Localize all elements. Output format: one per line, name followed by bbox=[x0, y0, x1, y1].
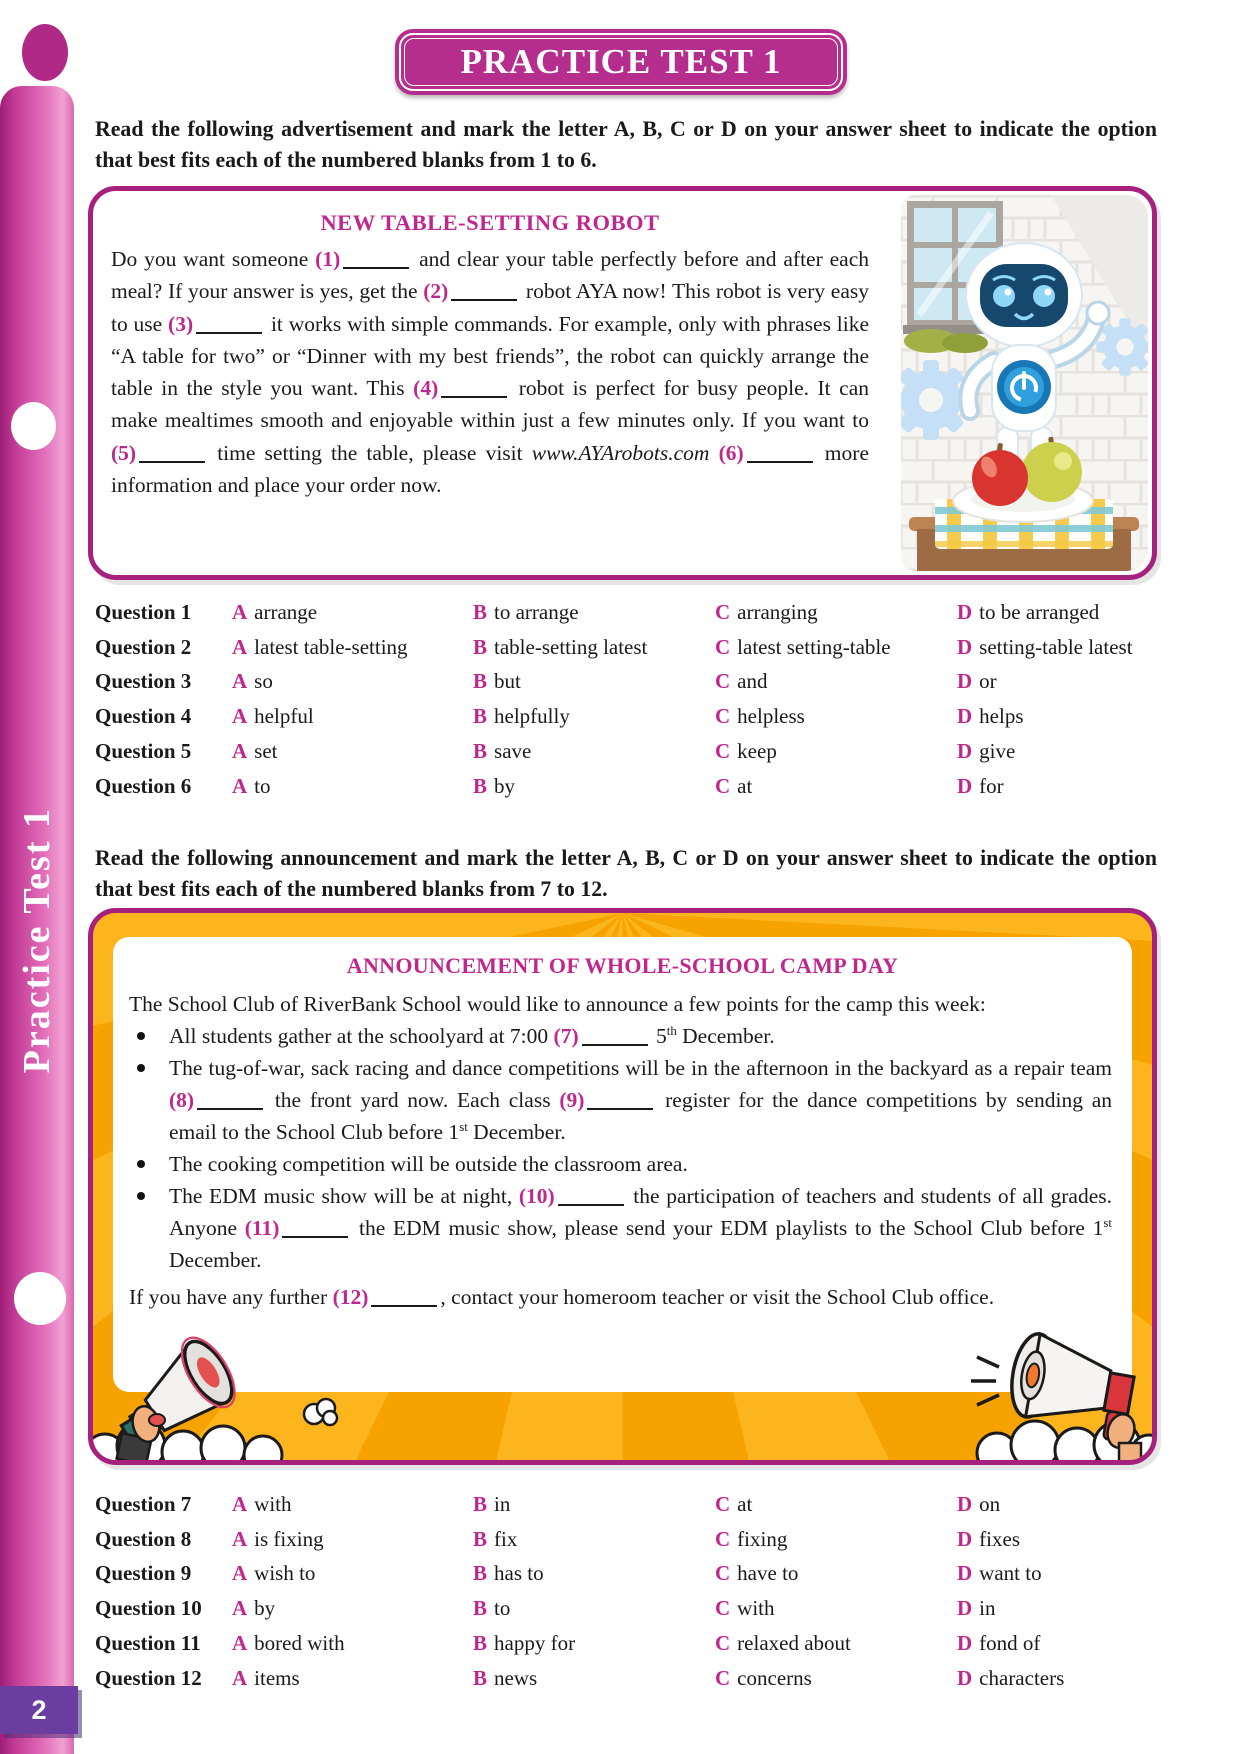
blank-number: (8) bbox=[169, 1088, 195, 1112]
option-letter: D bbox=[957, 1526, 973, 1551]
blank-number: (9) bbox=[559, 1088, 585, 1112]
option-a: A arrange bbox=[232, 600, 318, 624]
fill-in-blank bbox=[587, 1106, 653, 1110]
option-c: C fixing bbox=[715, 1526, 788, 1551]
header-banner bbox=[395, 29, 847, 95]
advertisement-box bbox=[88, 186, 1157, 580]
option-c: C helpless bbox=[715, 704, 805, 729]
option-c: C arranging bbox=[715, 600, 818, 624]
option-letter: C bbox=[715, 634, 731, 659]
page-title: PRACTICE TEST 1 bbox=[460, 42, 782, 81]
option-b: B helpfully bbox=[473, 704, 570, 729]
option-letter: D bbox=[957, 1596, 973, 1621]
bullet-dot-icon bbox=[137, 1192, 145, 1200]
option-c: C at bbox=[715, 1492, 753, 1516]
question-label: Question 5 bbox=[95, 738, 192, 763]
announcement-box bbox=[88, 908, 1157, 1465]
sidebar-label-wrap bbox=[0, 730, 74, 1150]
fill-in-blank bbox=[343, 265, 409, 269]
url-text: www.AYArobots.com bbox=[531, 440, 710, 465]
instructions-2: Read the following announcement and mark the letter A, B, C or D on your answer sheet to indicate the option that best fits each of the numbered blanks from 7 to 12. bbox=[95, 846, 1157, 901]
bullet-item bbox=[129, 1148, 1112, 1180]
blank-number: (5) bbox=[111, 440, 137, 465]
option-b: B by bbox=[473, 773, 516, 798]
sidebar-hole-bottom bbox=[14, 1272, 66, 1325]
option-a: A so bbox=[232, 669, 273, 694]
option-a: A items bbox=[232, 1665, 300, 1690]
option-letter: B bbox=[473, 773, 488, 798]
option-letter: A bbox=[232, 773, 248, 798]
option-letter: D bbox=[957, 634, 973, 659]
question-row bbox=[95, 1487, 1157, 1522]
fill-in-blank bbox=[747, 459, 813, 463]
option-letter: B bbox=[473, 1561, 488, 1586]
bullet-text: The tug-of-war, sack racing and dance competitions will be in the afternoon in the backyard as a repair team (8) the front yard now. Each class (9) register for the dance competitions by sending an email to the School Club before 1st December. bbox=[169, 1056, 1113, 1144]
question-row bbox=[95, 1626, 1157, 1661]
fill-in-blank bbox=[197, 1106, 263, 1110]
option-a: A by bbox=[232, 1596, 276, 1621]
option-c: C with bbox=[715, 1596, 775, 1621]
question-label: Question 10 bbox=[95, 1596, 202, 1621]
megaphone-left-icon bbox=[91, 1324, 301, 1464]
blank-number: (4) bbox=[413, 376, 439, 401]
sound-lines bbox=[971, 1357, 999, 1405]
option-letter: B bbox=[473, 600, 488, 624]
option-c: C have to bbox=[715, 1561, 799, 1586]
option-c: C latest setting-table bbox=[715, 634, 891, 659]
option-b: B table-setting latest bbox=[473, 634, 648, 659]
blank-number: (12) bbox=[332, 1285, 369, 1309]
option-letter: A bbox=[232, 1630, 248, 1655]
option-d: D in bbox=[957, 1596, 996, 1621]
fill-in-blank bbox=[139, 459, 205, 463]
bullet-text: All students gather at the schoolyard at 7:00 (7) 5th December. bbox=[169, 1023, 775, 1048]
option-letter: C bbox=[715, 704, 731, 729]
question-label: Question 6 bbox=[95, 773, 192, 798]
cloud-puff-icon bbox=[298, 1392, 342, 1428]
option-b: B fix bbox=[473, 1526, 518, 1551]
option-b: B in bbox=[473, 1492, 511, 1516]
fill-in-blank bbox=[196, 330, 262, 334]
question-row bbox=[95, 664, 1157, 699]
blank-number: (1) bbox=[315, 247, 341, 271]
page-number: 2 bbox=[0, 1686, 78, 1734]
advertisement-title: NEW TABLE-SETTING ROBOT bbox=[320, 210, 660, 235]
option-letter: A bbox=[232, 1526, 248, 1551]
bullet-item bbox=[129, 1020, 1112, 1052]
option-letter: C bbox=[715, 773, 731, 798]
option-letter: D bbox=[957, 704, 973, 729]
option-letter: A bbox=[232, 1561, 248, 1586]
option-letter: A bbox=[232, 634, 248, 659]
option-letter: C bbox=[715, 738, 731, 763]
option-letter: D bbox=[957, 773, 973, 798]
option-letter: C bbox=[715, 1665, 731, 1690]
option-d: D for bbox=[957, 773, 1004, 798]
option-c: C and bbox=[715, 669, 768, 694]
announcement-body bbox=[129, 988, 1112, 1313]
bullet-text: The EDM music show will be at night, (10) the participation of teachers and students of all grades. Anyone (11) the EDM music show, please send your EDM playlists to the School Club before 1st December. bbox=[169, 1184, 1113, 1272]
question-label: Question 8 bbox=[95, 1526, 192, 1551]
blank-number: (11) bbox=[244, 1216, 280, 1240]
blank-number: (3) bbox=[168, 311, 194, 336]
megaphone-right-icon bbox=[969, 1319, 1154, 1464]
option-letter: C bbox=[715, 600, 731, 624]
option-letter: D bbox=[957, 1492, 973, 1516]
option-b: B but bbox=[473, 669, 521, 694]
option-c: C relaxed about bbox=[715, 1630, 851, 1655]
option-d: D to be arranged bbox=[957, 600, 1100, 624]
option-d: D on bbox=[957, 1492, 1001, 1516]
option-letter: A bbox=[232, 1492, 248, 1516]
question-label: Question 3 bbox=[95, 669, 192, 694]
option-b: B news bbox=[473, 1665, 538, 1690]
announcement-bullets bbox=[129, 1020, 1112, 1276]
option-a: A to bbox=[232, 773, 271, 798]
option-d: D setting-table latest bbox=[957, 634, 1133, 659]
option-letter: B bbox=[473, 1526, 488, 1551]
announcement-outro: If you have any further (12) , contact your homeroom teacher or visit the School Club office. bbox=[129, 1285, 995, 1309]
option-d: D or bbox=[957, 669, 997, 694]
option-letter: D bbox=[957, 1561, 973, 1586]
bullet-dot-icon bbox=[137, 1064, 145, 1072]
option-b: B save bbox=[473, 738, 532, 763]
question-row bbox=[95, 1522, 1157, 1557]
option-letter: A bbox=[232, 738, 248, 763]
question-row bbox=[95, 630, 1157, 665]
option-letter: C bbox=[715, 669, 731, 694]
option-letter: C bbox=[715, 1630, 731, 1655]
blank-number: (7) bbox=[553, 1024, 579, 1048]
bullet-text: The cooking competition will be outside the classroom area. bbox=[169, 1152, 688, 1176]
option-a: A helpful bbox=[232, 704, 314, 729]
option-d: D fond of bbox=[957, 1630, 1041, 1655]
option-letter: C bbox=[715, 1561, 731, 1586]
option-d: D give bbox=[957, 738, 1016, 763]
bullet-item bbox=[129, 1052, 1112, 1148]
robot-illustration-svg bbox=[901, 195, 1148, 571]
question-row bbox=[95, 1591, 1157, 1626]
option-letter: A bbox=[232, 704, 248, 729]
option-letter: A bbox=[232, 1665, 248, 1690]
option-a: A set bbox=[232, 738, 278, 763]
question-label: Question 12 bbox=[95, 1665, 202, 1690]
questions-1-6 bbox=[95, 595, 1157, 803]
option-d: D characters bbox=[957, 1665, 1065, 1690]
option-letter: D bbox=[957, 669, 973, 694]
option-letter: A bbox=[232, 600, 248, 624]
option-letter: B bbox=[473, 704, 488, 729]
questions-7-12 bbox=[95, 1487, 1157, 1695]
question-row bbox=[95, 1661, 1157, 1696]
option-d: D helps bbox=[957, 704, 1024, 729]
option-a: A is fixing bbox=[232, 1526, 324, 1551]
option-letter: C bbox=[715, 1526, 731, 1551]
option-b: B happy for bbox=[473, 1630, 576, 1655]
question-label: Question 9 bbox=[95, 1561, 192, 1586]
option-letter: A bbox=[232, 1596, 248, 1621]
question-label: Question 2 bbox=[95, 634, 192, 659]
option-letter: D bbox=[957, 738, 973, 763]
sidebar-hole-top bbox=[11, 402, 56, 450]
question-row bbox=[95, 595, 1157, 630]
option-letter: D bbox=[957, 1630, 973, 1655]
option-b: B to bbox=[473, 1596, 511, 1621]
question-row bbox=[95, 734, 1157, 769]
option-c: C keep bbox=[715, 738, 777, 763]
option-letter: B bbox=[473, 1665, 488, 1690]
announcement-intro: The School Club of RiverBank School would like to announce a few points for the camp this week: bbox=[129, 992, 986, 1016]
fill-in-blank bbox=[558, 1202, 624, 1206]
option-a: A bored with bbox=[232, 1630, 345, 1655]
bullet-item bbox=[129, 1180, 1112, 1276]
question-label: Question 1 bbox=[95, 600, 192, 624]
blank-number: (2) bbox=[423, 279, 449, 304]
question-row bbox=[95, 769, 1157, 804]
fill-in-blank bbox=[451, 297, 517, 301]
fill-in-blank bbox=[282, 1234, 348, 1238]
option-c: C at bbox=[715, 773, 753, 798]
announcement-title: ANNOUNCEMENT OF WHOLE-SCHOOL CAMP DAY bbox=[346, 953, 899, 978]
option-a: A wish to bbox=[232, 1561, 316, 1586]
question-label: Question 7 bbox=[95, 1492, 192, 1516]
option-letter: B bbox=[473, 738, 488, 763]
fill-in-blank bbox=[371, 1303, 437, 1307]
option-a: A latest table-setting bbox=[232, 634, 408, 659]
robot-illustration bbox=[901, 195, 1148, 571]
option-letter: B bbox=[473, 669, 488, 694]
question-row bbox=[95, 1556, 1157, 1591]
option-letter: D bbox=[957, 1665, 973, 1690]
bullet-dot-icon bbox=[137, 1032, 145, 1040]
sidebar-dot bbox=[22, 24, 68, 81]
option-b: B to arrange bbox=[473, 600, 579, 624]
option-letter: B bbox=[473, 1630, 488, 1655]
instructions-1: Read the following advertisement and mark the letter A, B, C or D on your answer sheet to indicate the option that best fits each of the numbered blanks from 1 to 6. bbox=[95, 117, 1157, 172]
option-c: C concerns bbox=[715, 1665, 812, 1690]
question-row bbox=[95, 699, 1157, 734]
fill-in-blank bbox=[441, 394, 507, 398]
option-letter: C bbox=[715, 1596, 731, 1621]
blank-number: (10) bbox=[518, 1184, 555, 1208]
fill-in-blank bbox=[582, 1042, 648, 1046]
option-letter: B bbox=[473, 1596, 488, 1621]
option-b: B has to bbox=[473, 1561, 544, 1586]
option-d: D fixes bbox=[957, 1526, 1020, 1551]
bullet-dot-icon bbox=[137, 1160, 145, 1168]
sidebar-label: Practice Test 1 bbox=[16, 806, 58, 1074]
question-label: Question 4 bbox=[95, 704, 192, 729]
option-letter: B bbox=[473, 634, 488, 659]
option-d: D want to bbox=[957, 1561, 1042, 1586]
header-border-inner bbox=[404, 38, 838, 86]
option-letter: D bbox=[957, 600, 973, 624]
option-letter: A bbox=[232, 669, 248, 694]
blank-number: (6) bbox=[718, 440, 744, 465]
option-letter: B bbox=[473, 1492, 488, 1516]
option-letter: C bbox=[715, 1492, 731, 1516]
advertisement-body: Do you want someone (1) and clear your table perfectly before and after each meal? If your answer is yes, get the (2) robot AYA now! This robot is very easy to use (3) it works with simple commands. For example, only with phrases like “A table for two” or “Dinner with my best friends”, the robot can quickly arrange the table in the style you want. This (4) robot is perfect for busy people. It can make mealtimes smooth and enjoyable within just a few minutes only. If you want to (5) time setting the table, please visit www.AYArobots.com (6) more information and place your order now. bbox=[111, 247, 870, 498]
question-label: Question 11 bbox=[95, 1630, 201, 1655]
option-a: A with bbox=[232, 1492, 292, 1516]
